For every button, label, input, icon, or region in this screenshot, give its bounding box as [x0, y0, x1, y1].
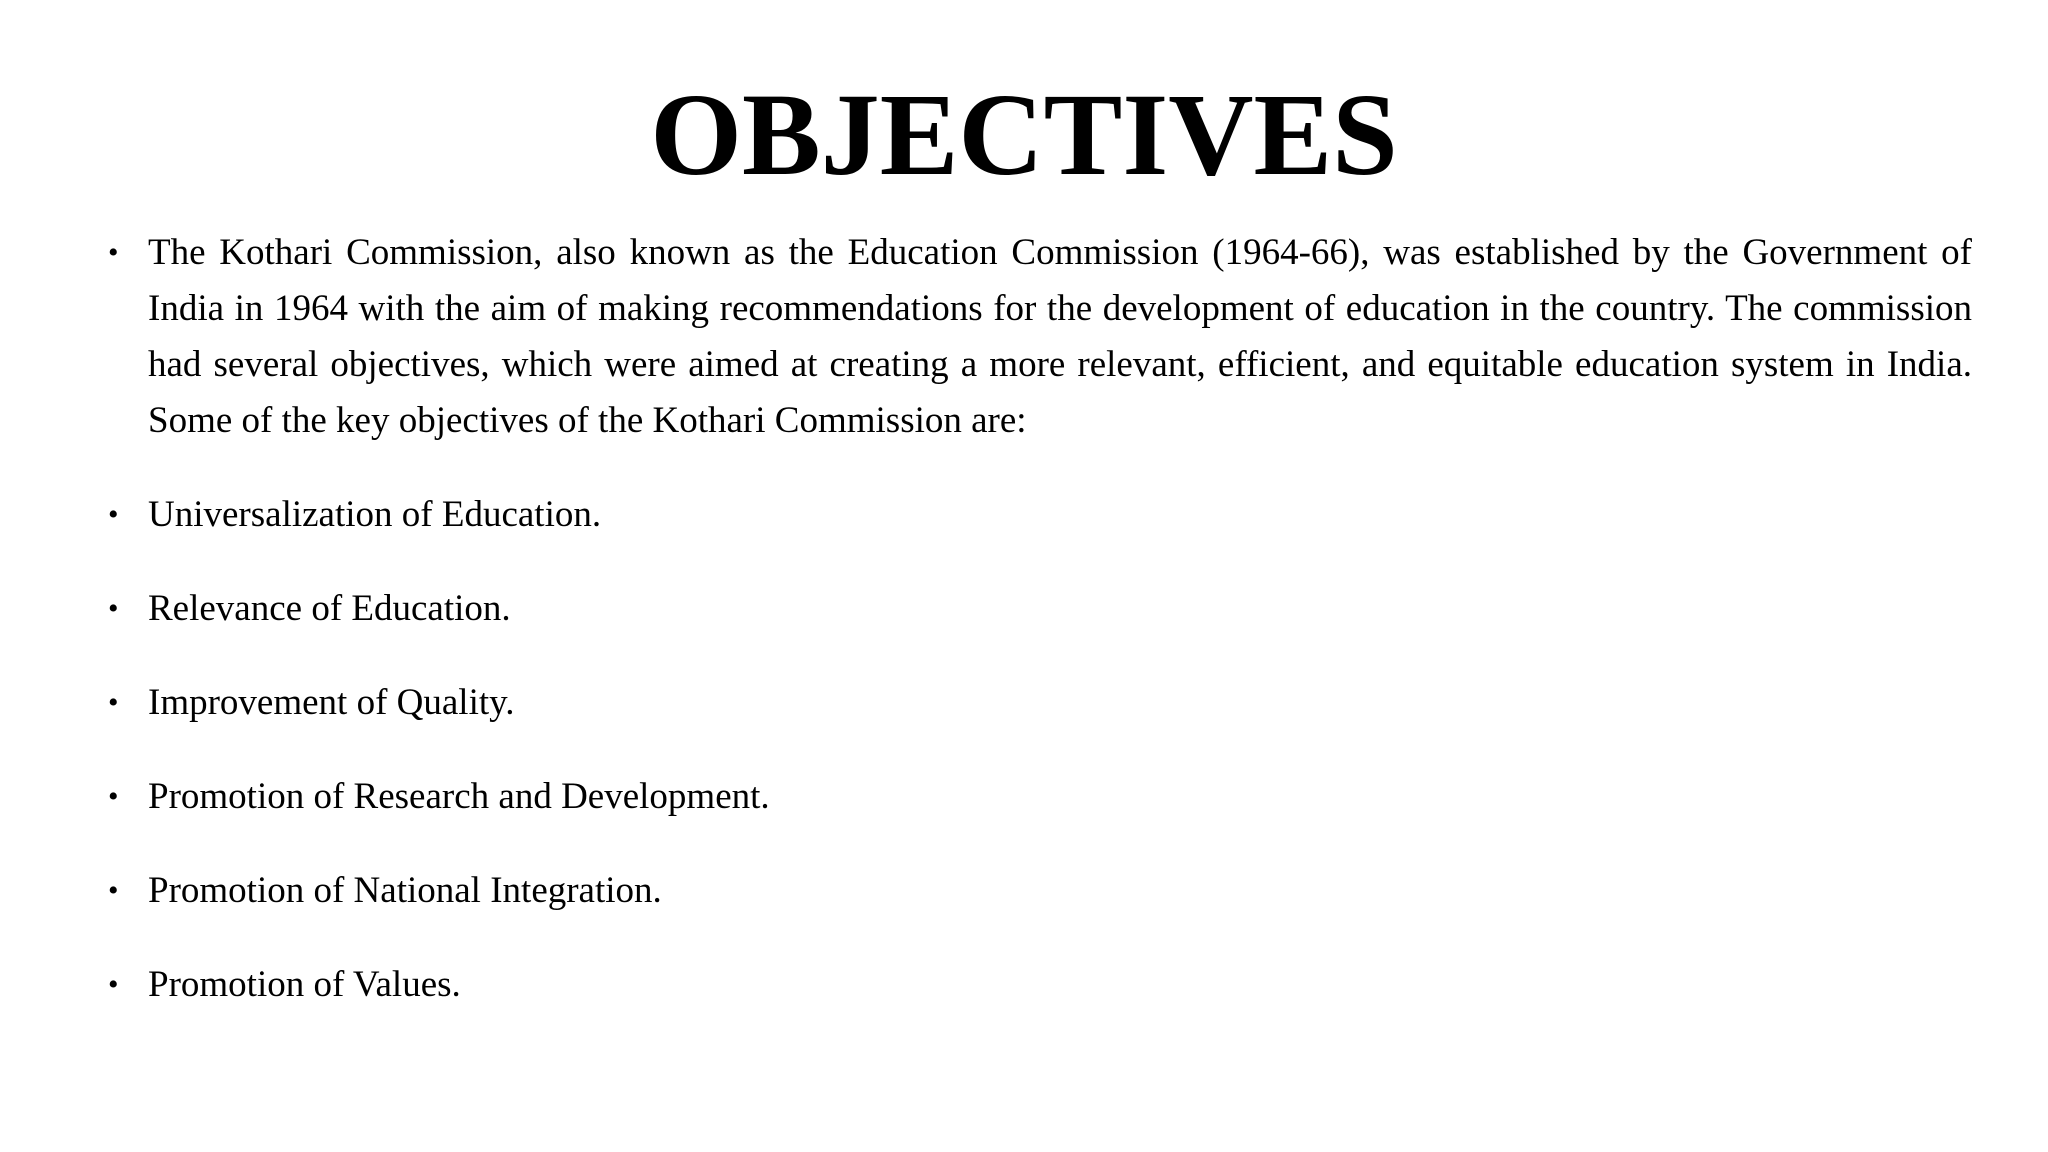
bullet-icon: •: [108, 968, 119, 1001]
bullet-item-values: [108, 957, 1972, 1013]
bullet-icon: •: [108, 592, 119, 625]
bullet-icon: •: [108, 874, 119, 907]
bullet-icon: •: [108, 686, 119, 719]
bullet-icon: •: [108, 498, 119, 531]
bullet-item-research: [108, 769, 1972, 825]
bullet-icon: •: [108, 236, 119, 269]
bullet-item-intro: [108, 225, 1972, 449]
bullet-item-integration: [108, 863, 1972, 919]
bullet-text: The Kothari Commission, also known as the Education Commission (1964-66), was established by the Government of India in 1964 with the aim of making recommendations for the development of education in the country. The commission had several objectives, which were aimed at creating a more relevant, efficient, and equitable education system in India. Some of the key objectives of the Kothari Commission are:: [148, 232, 1972, 441]
bullet-icon: •: [108, 780, 119, 813]
bullet-text: Promotion of Research and Development.: [148, 776, 770, 817]
slide-title: OBJECTIVES: [650, 69, 1398, 200]
bullet-item-quality: [108, 675, 1972, 731]
bullet-text: Promotion of National Integration.: [148, 870, 662, 911]
bullet-text: Relevance of Education.: [148, 588, 511, 629]
bullet-text: Improvement of Quality.: [148, 682, 515, 723]
bullet-text: Promotion of Values.: [148, 964, 461, 1005]
bullet-list: [108, 225, 1972, 1051]
bullet-item-relevance: [108, 581, 1972, 637]
bullet-item-universalization: [108, 487, 1972, 543]
bullet-text: Universalization of Education.: [148, 494, 602, 535]
